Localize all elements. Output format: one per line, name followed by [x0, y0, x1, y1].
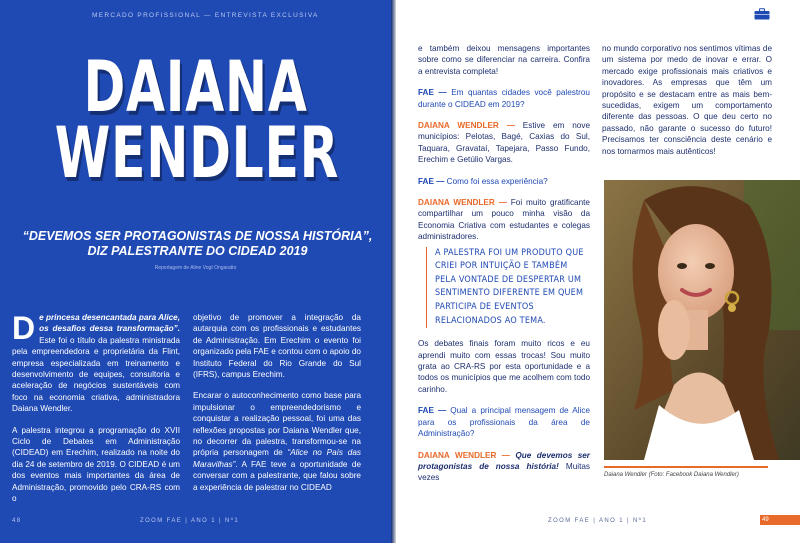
reporter-credit: Reportagem de Aline Vogt Ongaratto — [154, 265, 237, 271]
magazine-footer: ZOOM FAE | ANO 1 | Nº1 — [140, 518, 240, 524]
page-number: 48 — [12, 518, 22, 524]
answer — [418, 120, 590, 166]
answer — [418, 197, 590, 243]
right-column-2 — [602, 43, 772, 167]
body-paragraph: no mundo corporativo nos sentimos vítimas de um sistema por medo de inovar e errar. O mercado exige profissionais mais criativos e inovadores. As empresas que têm um propósito e se destacam entre as mais bem-sucedidas, exigem um comportamento diferente das pessoas. O que deu certo no passado, não garante o sucesso do futuro! Precisamos ter consciência deste cenário e nos tornarmos mais autênticos! — [602, 44, 772, 156]
title-first-name: DAIANA — [83, 46, 308, 128]
left-column-1 — [12, 312, 180, 515]
question — [418, 176, 590, 187]
question-text: Qual a principal mensagem de Alice para os profissionais da área de Administração? — [418, 406, 590, 439]
title-last-name: WENDLER — [54, 112, 340, 194]
section-kicker: MERCADO PROFISSIONAL — ENTREVISTA EXCLUSIVA — [92, 12, 319, 19]
photo-caption: Daiana Wendler (Foto: Facebook Daiana Wendler) — [604, 472, 739, 478]
answer-label: DAIANA WENDLER — — [418, 450, 510, 460]
briefcase-icon — [754, 8, 770, 20]
left-column-2 — [193, 312, 361, 503]
page-number: 49 — [760, 515, 800, 525]
paragraph-text: . A FAE teve a oportunidade de conversar com a palestrante, que falou sobre a experiência de palestrar no CIDEAD — [193, 459, 361, 492]
question-label: FAE — — [418, 406, 447, 416]
drop-cap: D — [12, 310, 36, 346]
answer-text: Estive em nove municípios: Pelotas, Bagé, Caxias do Sul, Taquara, Gravataí, Tapejara, Passo Fundo, Erechim e Getúlio Vargas. — [418, 121, 591, 165]
answer-text: Foi muito gratificante compartilhar um pouco minha visão da Economia Criativa com estudantes e colegas administradores. — [418, 198, 590, 242]
question-text: Em quantas cidades você palestrou durante o CIDEAD em 2019? — [418, 88, 590, 109]
intro-italic: e princesa desencantada para Alice, os desafios dessa transformação”. — [39, 313, 180, 334]
answer-label: DAIANA WENDLER — — [418, 121, 515, 131]
question-label: FAE — — [418, 88, 447, 98]
question — [418, 87, 590, 110]
answer-text: Muitas vezes — [418, 461, 590, 483]
body-paragraph: A palestra integrou a programação do XVII Ciclo de Debates em Administração (CIDEAD) em Erechim, realizado na noite do dia 24 de setembro de 2019. O CIDEAD é um dos eventos mais importantes da área de Administração, promovido pelo CRA-RS com o — [12, 425, 180, 504]
intro-paragraph — [12, 312, 180, 415]
left-page — [0, 0, 391, 543]
pull-quote: A PALESTRA FOI UM PRODUTO QUE CRIEI POR INTUIÇÃO E TAMBÉM PELA VONTADE DE DESPERTAR UM SENTIMENTO DIFERENTE EM QUEM PARTICIPA DE EVENTOS RELACIONADOS AO TEMA. — [426, 247, 590, 329]
answer-continued: Os debates finais foram muito ricos e eu aprendi muito com essas trocas! Sou muito grata ao CRA-RS por esta oportunidade e a todos os municípios que me acolhem com todo carinho. — [418, 339, 590, 394]
intro-text: Este foi o título da palestra ministrada pela empreendedora e proprietária da Flint, empresa especializada em treinamento e desenvolvimento de equipes, consultoria e aceleração de negócios sustentáveis com foco na economia criativa, administradora Daiana Wendler. — [12, 335, 180, 414]
question-text: Como foi essa experiência? — [444, 176, 548, 186]
book-title: “Alice no País das Maravilhas” — [193, 448, 361, 469]
headline-line-1: “DEVEMOS SER PROTAGONISTAS DE NOSSA HISTÓRIA”, — [22, 229, 373, 243]
answer-label: DAIANA WENDLER — — [418, 198, 507, 208]
paragraph-text: Encarar o autoconhecimento como base para impulsionar o empreendedorismo e conquistar a realização pessoal, foi uma das reflexões propostas por Daiana Wendler que, no decorrer da palestra, transformou-se na própria personagem de — [193, 391, 361, 458]
caption-rule — [604, 466, 768, 468]
portrait-photo — [604, 180, 800, 460]
answer-italic: Que devemos ser protagonistas de nossa história! — [418, 450, 590, 471]
headline-line-2: DIZ PALESTRANTE DO CIDEAD 2019 — [87, 244, 308, 258]
right-page — [396, 0, 800, 543]
right-column-1 — [418, 43, 590, 494]
body-paragraph: e também deixou mensagens importantes sobre como se diferenciar na carreira. Confira a entrevista completa! — [418, 44, 590, 76]
portrait-illustration — [604, 180, 800, 460]
question — [418, 405, 590, 439]
body-paragraph: objetivo de promover a integração da autarquia com os profissionais e estudantes de Administração. Em Erechim o evento foi organizado pela FAE e contou com o apoio do Instituto Federal do Rio Grande do Sul (IFRS), campus Erechim. — [193, 313, 361, 380]
body-paragraph — [193, 390, 361, 493]
question-label: FAE — — [418, 176, 445, 186]
answer — [418, 450, 590, 484]
magazine-footer: ZOOM FAE | ANO 1 | Nº1 — [548, 518, 648, 524]
